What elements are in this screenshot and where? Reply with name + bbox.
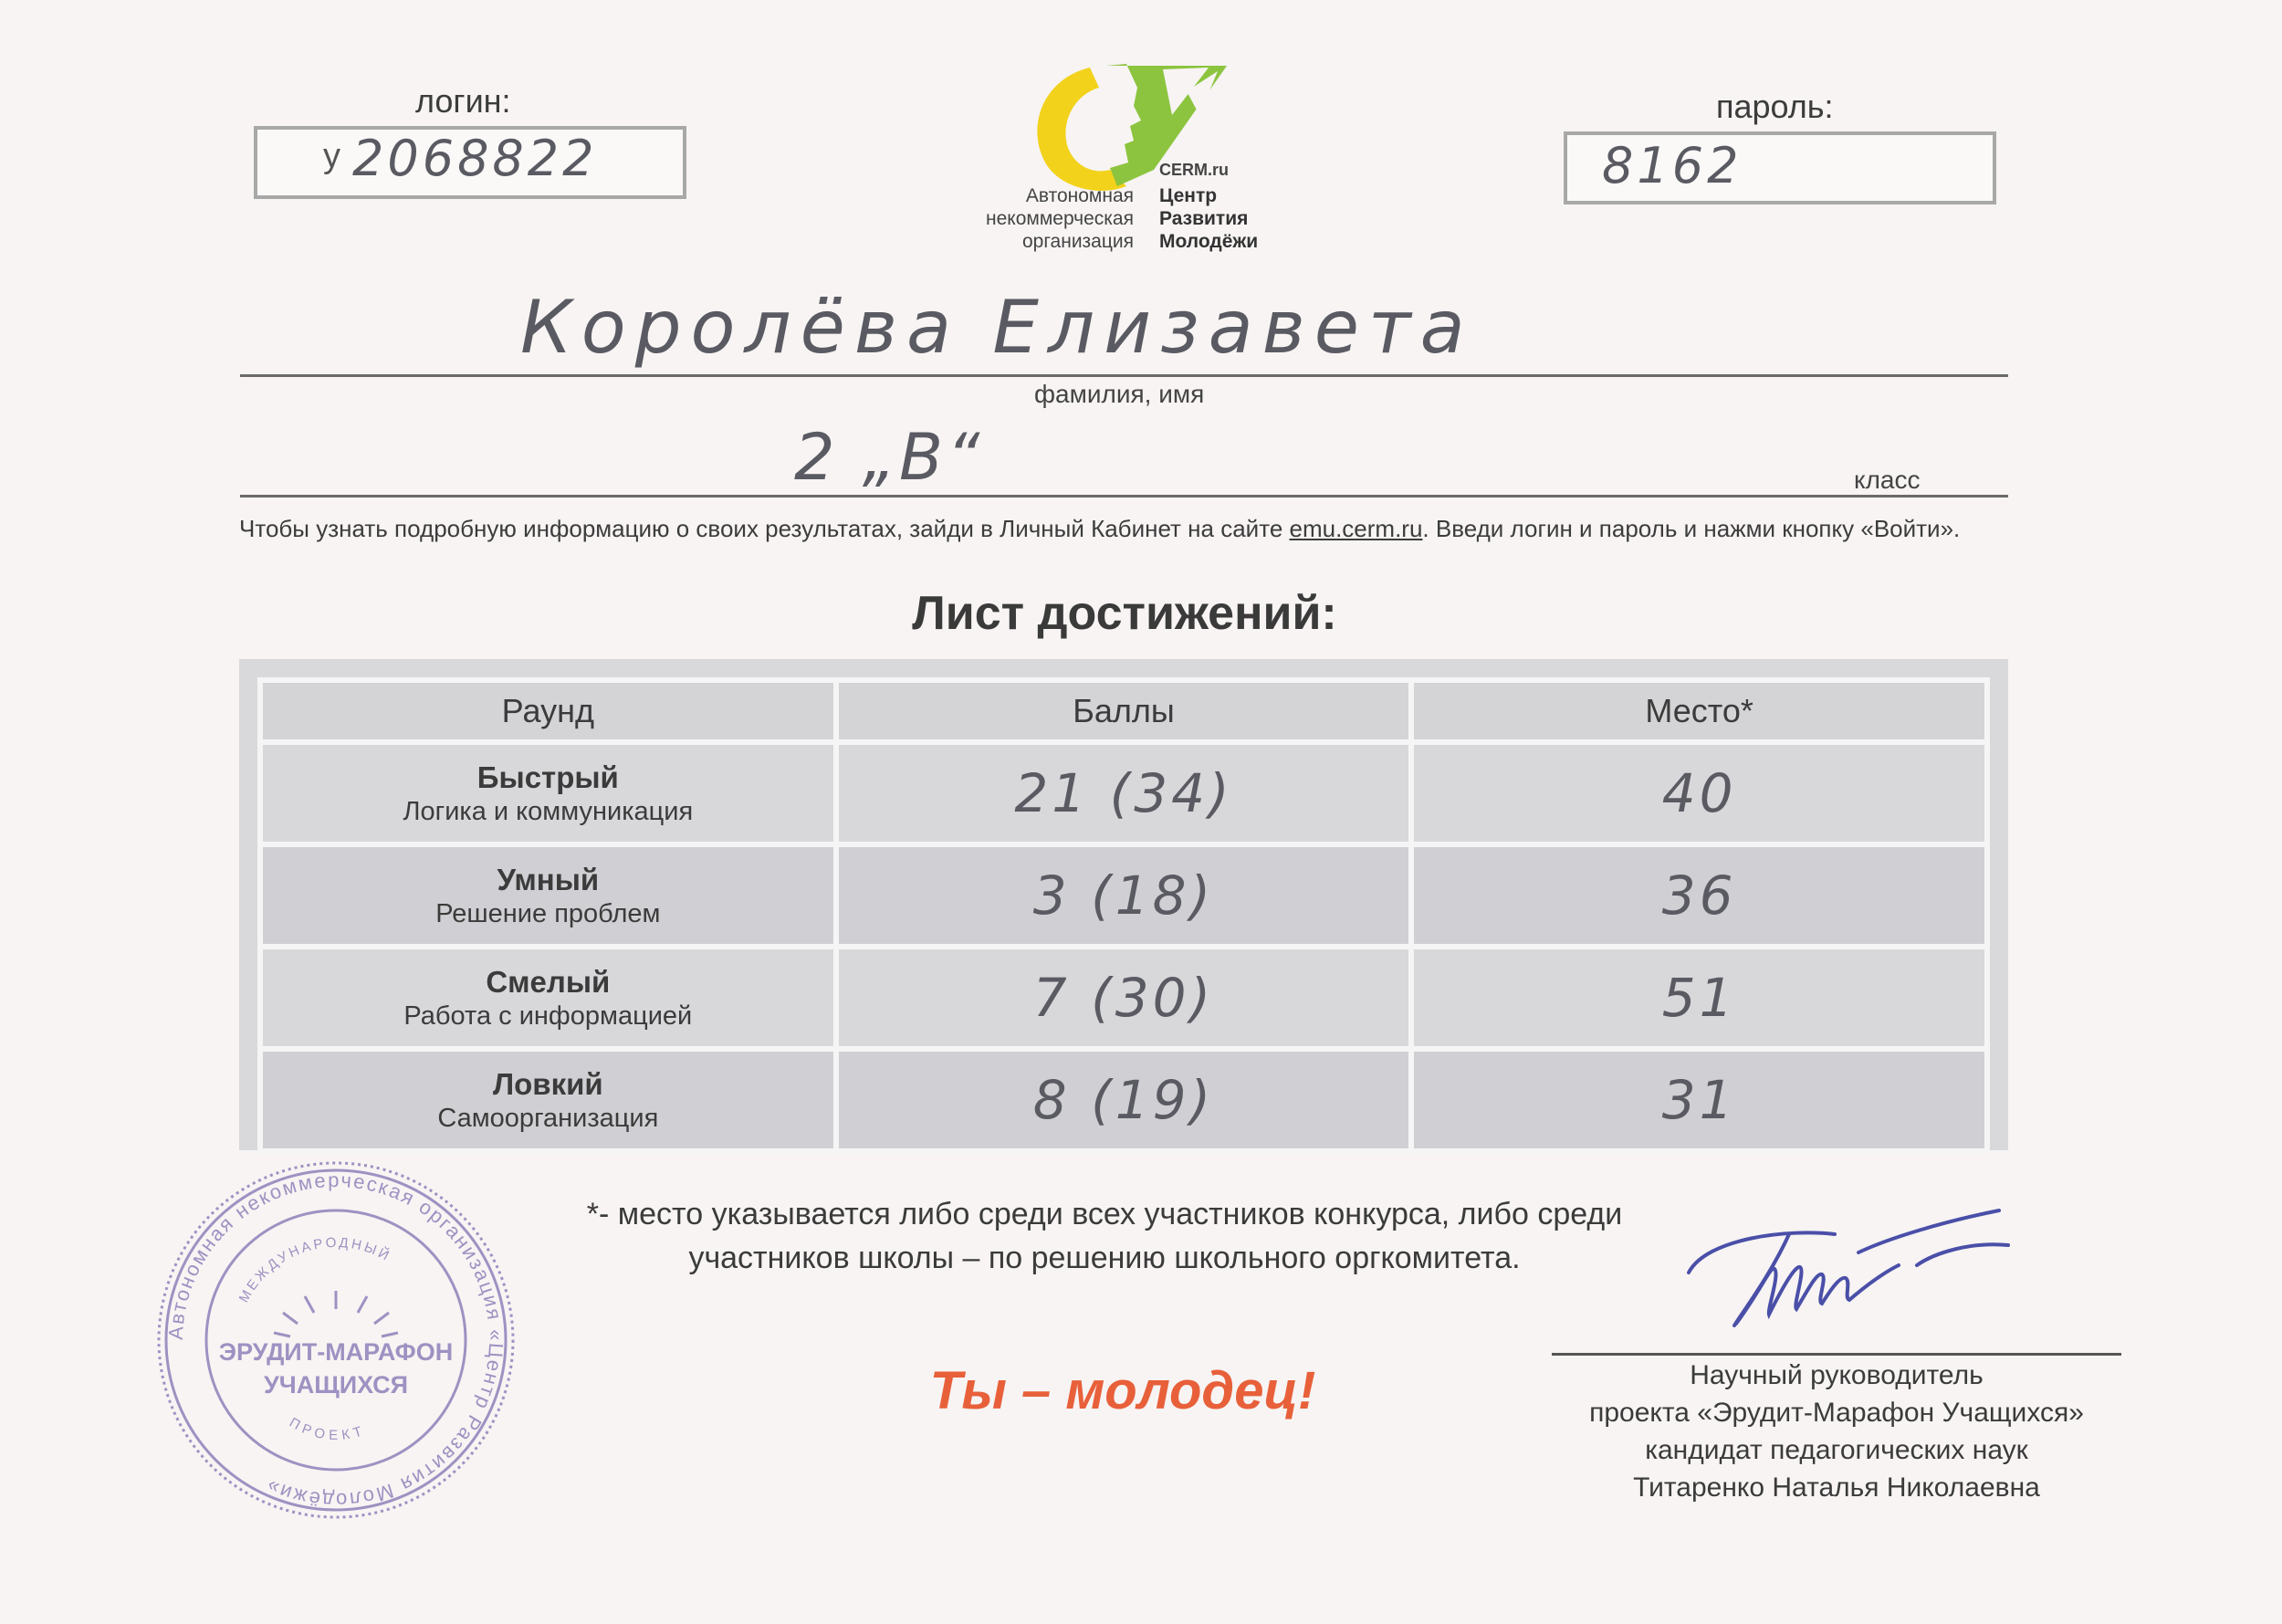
round-subtitle: Работа с информацией (403, 1001, 693, 1031)
round-subtitle: Логика и коммуникация (403, 796, 694, 826)
svg-text:ПРОЕКТ (287, 1415, 368, 1443)
score-cell (836, 844, 1412, 947)
table-row (260, 844, 1987, 947)
round-title: Ловкий (492, 1066, 603, 1101)
place-value: 36 (1661, 864, 1737, 927)
footnote-line: участников школы – по решению школьного оргкомитета. (688, 1241, 1521, 1275)
stamp-center-line1: ЭРУДИТ-МАРАФОН (218, 1338, 454, 1366)
score-value: 3 (18) (1032, 864, 1215, 927)
logo-org-type (951, 184, 1134, 253)
place-value: 31 (1661, 1069, 1737, 1131)
logo-right-line: Молодёжи (1159, 231, 1259, 252)
score-cell (836, 1049, 1412, 1151)
signature-scribble (1680, 1201, 2026, 1329)
round-title: Смелый (486, 964, 611, 999)
score-cell (836, 742, 1412, 844)
header-score: Баллы (836, 680, 1412, 742)
password-value: 8162 (1602, 137, 1743, 194)
stamp-center-line2: УЧАЩИХСЯ (263, 1371, 409, 1399)
table-header-row (260, 680, 1987, 742)
organization-stamp (153, 1158, 518, 1523)
logo-left-line: некоммерческая (986, 208, 1134, 229)
student-name: Королёва Елизавета (520, 285, 1474, 370)
place-cell (1411, 844, 1987, 947)
score-value: 21 (34) (1014, 762, 1233, 824)
svg-text:МЕЖДУНАРОДНЫЙ (236, 1235, 394, 1305)
achievements-table (257, 677, 1990, 1154)
name-caption: фамилия, имя (1034, 380, 1205, 408)
logo-left-line: Автономная (1025, 185, 1134, 206)
info-before-link: Чтобы узнать подробную информацию о своих результатах, зайди в Личный Кабинет на сайте (239, 515, 1290, 542)
stamp-bottom-arc: ПРОЕКТ (286, 1414, 369, 1443)
logo-right-line: Развития (1159, 208, 1249, 229)
login-label: логин: (415, 82, 511, 120)
info-after-link: . Введи логин и пароль и нажми кнопку «Войти». (1422, 515, 1961, 542)
login-prefix: у (323, 137, 340, 175)
cerm-logo (986, 60, 1296, 261)
score-value: 7 (30) (1032, 967, 1215, 1029)
place-value: 40 (1661, 762, 1737, 824)
class-underline (240, 495, 2008, 498)
password-field (1564, 131, 1996, 204)
round-subtitle: Самоорганизация (437, 1103, 659, 1133)
round-title: Быстрый (476, 760, 619, 794)
signature-line (1552, 1353, 2121, 1356)
achievements-table-frame (239, 659, 2008, 1150)
header-round: Раунд (260, 680, 836, 742)
round-subtitle: Решение проблем (435, 898, 661, 928)
place-cell (1411, 742, 1987, 844)
table-row (260, 947, 1987, 1049)
round-cell (260, 947, 836, 1049)
table-row (260, 742, 1987, 844)
stamp-seal (153, 1158, 518, 1523)
table-row (260, 1049, 1987, 1151)
stamp-top-arc: МЕЖДУНАРОДНЫЙ (236, 1234, 394, 1305)
logo-left-line: организация (1021, 231, 1134, 252)
class-caption: класс (1854, 466, 1921, 494)
logo-org-name (1159, 184, 1296, 253)
signature-line-text: проекта «Эрудит-Марафон Учащихся» (1589, 1398, 2084, 1428)
place-cell (1411, 947, 1987, 1049)
header-place: Место* (1411, 680, 1987, 742)
logo-site: CERM.ru (1159, 161, 1229, 179)
footnote-line: *- место указывается либо среди всех участников конкурса, либо среди (586, 1197, 1623, 1231)
logo-right-line: Центр (1159, 185, 1218, 206)
class-value: 2 „В“ (794, 420, 984, 495)
signature-line-text: Титаренко Наталья Николаевна (1633, 1472, 2040, 1503)
info-text (239, 515, 2028, 543)
praise-text: Ты – молодец! (929, 1361, 1316, 1420)
footnote (511, 1192, 1698, 1280)
round-cell (260, 1049, 836, 1151)
score-value: 8 (19) (1032, 1069, 1215, 1131)
signature-block (1552, 1357, 2121, 1506)
login-field (254, 126, 686, 199)
place-cell (1411, 1049, 1987, 1151)
score-cell (836, 947, 1412, 1049)
signature-line-text: Научный руководитель (1690, 1360, 1984, 1390)
name-underline (240, 374, 2008, 377)
stamp-outer-text: Автономная некоммерческая организация «Центр Развития Молодёжи» (163, 1168, 508, 1513)
signature-line-text: кандидат педагогических наук (1645, 1435, 2028, 1465)
achievements-title: Лист достижений: (912, 587, 1337, 640)
round-cell (260, 742, 836, 844)
info-link[interactable]: emu.cerm.ru (1289, 515, 1423, 542)
round-cell (260, 844, 836, 947)
place-value: 51 (1661, 967, 1737, 1029)
round-title: Умный (497, 862, 600, 896)
login-value: 2068822 (352, 130, 598, 187)
password-label: пароль: (1716, 88, 1834, 125)
